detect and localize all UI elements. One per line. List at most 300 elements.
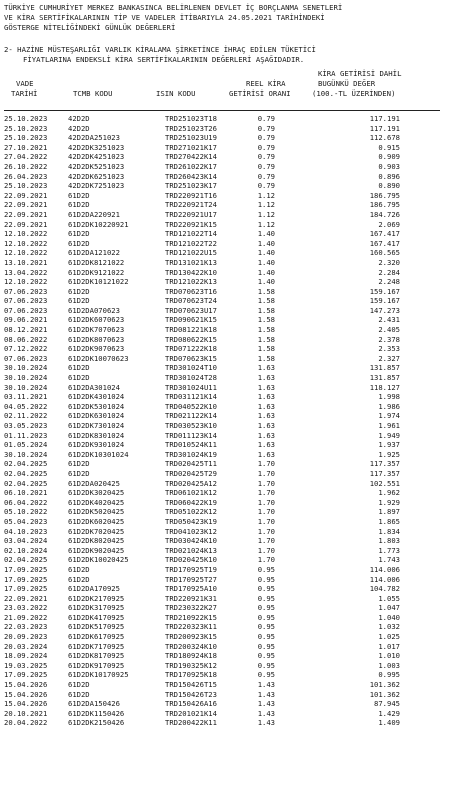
isin-code-cell: TRD301024T10 [165,363,217,373]
present-value-cell: 118.127 [369,382,400,392]
present-value-cell: 1.010 [378,651,400,661]
isin-code-cell: TRD220921K15 [165,219,217,229]
column-header-vade: VADE [16,79,34,88]
maturity-date-cell: 03.04.2024 [4,536,48,546]
tcmb-code-cell: 61D2DK4301024 [68,392,125,402]
maturity-date-cell: 03.11.2021 [4,392,48,402]
maturity-date-cell: 02.04.2025 [4,555,48,565]
tcmb-code-cell: 61D2D [68,296,90,306]
isin-code-cell: TRD180924K18 [165,651,217,661]
tcmb-code-cell: 61D2DA020425 [68,478,120,488]
maturity-date-cell: 01.11.2023 [4,430,48,440]
present-value-cell: 1.803 [378,536,400,546]
real-rent-rate-cell: 1.12 [257,209,275,219]
tcmb-code-cell: 61D2DK10020425 [68,555,129,565]
tcmb-code-cell: 61D2DK7070623 [68,325,125,335]
maturity-date-cell: 23.03.2022 [4,603,48,613]
maturity-date-cell: 20.10.2021 [4,708,48,718]
real-rent-rate-cell: 1.43 [257,708,275,718]
isin-code-cell: TRD040522K10 [165,401,217,411]
present-value-cell: 0.903 [378,161,400,171]
real-rent-rate-cell: 1.70 [257,526,275,536]
tcmb-code-cell: 61D2DK6070623 [68,315,125,325]
tcmb-code-cell: 61D2DK8070623 [68,334,125,344]
isin-code-cell: TRD301024K19 [165,449,217,459]
real-rent-rate-cell: 1.40 [257,229,275,239]
table-row [0,555,449,565]
real-rent-rate-cell: 0.95 [257,593,275,603]
isin-code-cell: TRD170925T27 [165,574,217,584]
real-rent-rate-cell: 0.95 [257,641,275,651]
table-row [0,335,449,345]
maturity-date-cell: 25.10.2023 [4,181,48,191]
tcmb-code-cell: 61D2DK9301024 [68,440,125,450]
real-rent-rate-cell: 1.63 [257,382,275,392]
tcmb-code-cell: 61D2DK9020425 [68,545,125,555]
tcmb-code-cell: 61D2DA170925 [68,584,120,594]
isin-code-cell: TRD251023T26 [165,123,217,133]
maturity-date-cell: 27.04.2022 [4,152,48,162]
real-rent-rate-cell: 0.95 [257,603,275,613]
present-value-cell: 186.795 [369,200,400,210]
column-header-bugunku-deger: BUGÜNKÜ DEĞER [318,79,376,88]
isin-code-cell: TRD251023T18 [165,114,217,123]
present-value-cell: 1.429 [378,708,400,718]
present-value-cell: 2.405 [378,325,400,335]
table-row [0,661,449,671]
maturity-date-cell: 30.10.2024 [4,449,48,459]
tcmb-code-cell: 42D2DK7251023 [68,181,125,191]
tcmb-code-cell: 61D2D [68,190,90,200]
table-row [0,383,449,393]
real-rent-rate-cell: 1.43 [257,699,275,709]
real-rent-rate-cell: 1.70 [257,488,275,498]
real-rent-rate-cell: 1.70 [257,468,275,478]
present-value-cell: 1.017 [378,641,400,651]
real-rent-rate-cell: 1.63 [257,449,275,459]
maturity-date-cell: 20.04.2022 [4,718,48,728]
isin-code-cell: TRD021024K13 [165,545,217,555]
table-row [0,124,449,134]
table-row [0,114,449,124]
present-value-cell: 1.897 [378,507,400,517]
present-value-cell: 1.409 [378,718,400,728]
isin-code-cell: TRD080622K15 [165,334,217,344]
tcmb-code-cell: 61D2DK7170925 [68,641,125,651]
tcmb-code-cell: 42D2DK4251023 [68,152,125,162]
real-rent-rate-cell: 0.95 [257,622,275,632]
table-row [0,690,449,700]
table-row [0,239,449,249]
tcmb-code-cell: 61D2DK9070623 [68,344,125,354]
tcmb-code-cell: 61D2D [68,468,90,478]
isin-code-cell: TRD200324K10 [165,641,217,651]
table-row [0,306,449,316]
real-rent-rate-cell: 1.70 [257,555,275,565]
isin-code-cell: TRD301024U11 [165,382,217,392]
table-row [0,162,449,172]
table-row [0,613,449,623]
isin-code-cell: TRD260423K14 [165,171,217,181]
tcmb-code-cell: 61D2DK8301024 [68,430,125,440]
real-rent-rate-cell: 0.79 [257,133,275,143]
present-value-cell: 117.191 [369,123,400,133]
tcmb-code-cell: 61D2D [68,680,90,690]
table-row [0,143,449,153]
maturity-date-cell: 04.10.2023 [4,526,48,536]
table-row [0,152,449,162]
present-value-cell: 0.995 [378,670,400,680]
isin-code-cell: TRD210922K15 [165,612,217,622]
real-rent-rate-cell: 1.70 [257,516,275,526]
tcmb-code-cell: 61D2D [68,238,90,248]
maturity-date-cell: 25.10.2023 [4,133,48,143]
table-row [0,440,449,450]
table-row [0,268,449,278]
maturity-date-cell: 25.10.2023 [4,123,48,133]
tcmb-code-cell: 42D2DA251023 [68,133,120,143]
isin-code-cell: TRD121022T22 [165,238,217,248]
present-value-cell: 1.865 [378,516,400,526]
isin-code-cell: TRD220921T24 [165,200,217,210]
real-rent-rate-cell: 1.12 [257,190,275,200]
section-title-line-2: FİYATLARINA ENDEKSLİ KİRA SERTİFİKALARININ DEĞERLERİ AŞAĞIDADIR. [23,55,305,64]
isin-code-cell: TRD251023K17 [165,181,217,191]
table-row [0,594,449,604]
table-row [0,546,449,556]
table-row [0,392,449,402]
present-value-cell: 1.961 [378,421,400,430]
real-rent-rate-cell: 1.63 [257,363,275,373]
report-title-line-1: TÜRKİYE CUMHURİYET MERKEZ BANKASINCA BELİRLENEN DEVLET İÇ BORÇLANMA SENETLERİ [4,3,343,12]
present-value-cell: 1.937 [378,440,400,450]
table-row [0,200,449,210]
isin-code-cell: TRD030523K10 [165,421,217,430]
isin-code-cell: TRD170925T19 [165,564,217,574]
maturity-date-cell: 26.10.2022 [4,161,48,171]
present-value-cell: 160.565 [369,248,400,258]
isin-code-cell: TRD020425T29 [165,468,217,478]
present-value-cell: 1.949 [378,430,400,440]
tcmb-code-cell: 61D2DA070623 [68,305,120,315]
present-value-cell: 131.857 [369,363,400,373]
maturity-date-cell: 02.04.2025 [4,459,48,469]
present-value-cell: 0.909 [378,152,400,162]
maturity-date-cell: 17.09.2025 [4,564,48,574]
isin-code-cell: TRD150426T23 [165,689,217,699]
tcmb-code-cell: 61D2DA150426 [68,699,120,709]
table-row [0,172,449,182]
tcmb-code-cell: 61D2D [68,363,90,373]
maturity-date-cell: 13.10.2021 [4,257,48,267]
maturity-date-cell: 15.04.2026 [4,689,48,699]
real-rent-rate-cell: 1.58 [257,286,275,296]
tcmb-code-cell: 61D2DK3020425 [68,488,125,498]
present-value-cell: 1.047 [378,603,400,613]
maturity-date-cell: 07.06.2023 [4,296,48,306]
real-rent-rate-cell: 1.58 [257,334,275,344]
maturity-date-cell: 22.09.2021 [4,593,48,603]
column-header-tcmb-kodu: TCMB KODU [73,89,113,98]
tcmb-code-cell: 42D2D [68,123,90,133]
maturity-date-cell: 17.09.2025 [4,584,48,594]
tcmb-code-cell: 61D2DK8121022 [68,257,125,267]
tcmb-code-cell: 61D2DK2170925 [68,593,125,603]
tcmb-code-cell: 61D2DK10220921 [68,219,129,229]
table-row [0,603,449,613]
present-value-cell: 2.069 [378,219,400,229]
table-row [0,296,449,306]
real-rent-rate-cell: 1.12 [257,200,275,210]
table-row [0,699,449,709]
real-rent-rate-cell: 0.79 [257,161,275,171]
table-row [0,229,449,239]
table-row [0,325,449,335]
present-value-cell: 1.003 [378,660,400,670]
real-rent-rate-cell: 1.70 [257,545,275,555]
real-rent-rate-cell: 1.70 [257,459,275,469]
isin-code-cell: TRD070623K15 [165,353,217,363]
present-value-cell: 2.353 [378,344,400,354]
tcmb-code-cell: 61D2DK7020425 [68,526,125,536]
isin-code-cell: TRD020425K10 [165,555,217,565]
table-row [0,517,449,527]
isin-code-cell: TRD051022K12 [165,507,217,517]
tcmb-code-cell: 61D2DK6170925 [68,632,125,642]
present-value-cell: 2.284 [378,267,400,277]
real-rent-rate-cell: 1.70 [257,497,275,507]
tcmb-code-cell: 61D2DK5020425 [68,507,125,517]
isin-code-cell: TRD220323K11 [165,622,217,632]
present-value-cell: 167.417 [369,229,400,239]
maturity-date-cell: 08.12.2021 [4,325,48,335]
isin-code-cell: TRD150426A16 [165,699,217,709]
maturity-date-cell: 12.10.2022 [4,277,48,287]
column-header-reel-kira: REEL KİRA [246,79,286,88]
isin-code-cell: TRD190325K12 [165,660,217,670]
tcmb-code-cell: 61D2DK5170925 [68,622,125,632]
tcmb-code-cell: 61D2DK10070623 [68,353,129,363]
maturity-date-cell: 06.10.2021 [4,488,48,498]
isin-code-cell: TRD041023K12 [165,526,217,536]
tcmb-code-cell: 61D2DK5301024 [68,401,125,411]
real-rent-rate-cell: 1.58 [257,344,275,354]
present-value-cell: 117.191 [369,114,400,123]
real-rent-rate-cell: 1.58 [257,305,275,315]
real-rent-rate-cell: 1.12 [257,219,275,229]
maturity-date-cell: 04.05.2022 [4,401,48,411]
table-row [0,469,449,479]
table-row [0,210,449,220]
present-value-cell: 1.773 [378,545,400,555]
isin-code-cell: TRD121022T14 [165,229,217,239]
tcmb-code-cell: 61D2DK10301024 [68,449,129,459]
tcmb-code-cell: 61D2DK6301024 [68,411,125,421]
real-rent-rate-cell: 1.40 [257,277,275,287]
report-title-line-3: GÖSTERGE NİTELİĞİNDEKİ GÜNLÜK DEĞERLERİ [4,23,176,32]
maturity-date-cell: 22.03.2023 [4,622,48,632]
tcmb-code-cell: 61D2DK4020425 [68,497,125,507]
isin-code-cell: TRD220921K31 [165,593,217,603]
maturity-date-cell: 20.03.2024 [4,641,48,651]
real-rent-rate-cell: 0.95 [257,651,275,661]
tcmb-code-cell: 61D2DK8170925 [68,651,125,661]
present-value-cell: 1.055 [378,593,400,603]
tcmb-code-cell: 61D2D [68,229,90,239]
present-value-cell: 104.782 [369,584,400,594]
table-row [0,431,449,441]
maturity-date-cell: 17.09.2025 [4,670,48,680]
tcmb-code-cell: 61D2DK4170925 [68,612,125,622]
tcmb-code-cell: 61D2D [68,286,90,296]
present-value-cell: 101.362 [369,689,400,699]
present-value-cell: 2.378 [378,334,400,344]
real-rent-rate-cell: 0.95 [257,564,275,574]
isin-code-cell: TRD021122K14 [165,411,217,421]
table-row [0,354,449,364]
maturity-date-cell: 05.10.2022 [4,507,48,517]
real-rent-rate-cell: 1.70 [257,536,275,546]
real-rent-rate-cell: 1.63 [257,401,275,411]
table-row [0,181,449,191]
present-value-cell: 117.357 [369,468,400,478]
real-rent-rate-cell: 0.79 [257,171,275,181]
isin-code-cell: TRD301024T28 [165,373,217,383]
present-value-cell: 1.834 [378,526,400,536]
real-rent-rate-cell: 0.79 [257,181,275,191]
maturity-date-cell: 13.04.2022 [4,267,48,277]
real-rent-rate-cell: 1.63 [257,421,275,430]
tcmb-code-cell: 61D2D [68,373,90,383]
tcmb-code-cell: 42D2DK3251023 [68,142,125,152]
tcmb-code-cell: 61D2DA220921 [68,209,120,219]
table-row [0,479,449,489]
isin-code-cell: TRD061021K12 [165,488,217,498]
table-row [0,363,449,373]
present-value-cell: 1.743 [378,555,400,565]
real-rent-rate-cell: 1.40 [257,267,275,277]
tcmb-code-cell: 61D2DA301024 [68,382,120,392]
maturity-date-cell: 01.05.2024 [4,440,48,450]
tcmb-code-cell: 42D2DK6251023 [68,171,125,181]
table-row [0,411,449,421]
tcmb-code-cell: 61D2DK3170925 [68,603,125,613]
real-rent-rate-cell: 0.79 [257,123,275,133]
isin-code-cell: TRD170925A10 [165,584,217,594]
table-row [0,191,449,201]
tcmb-code-cell: 61D2DK8020425 [68,536,125,546]
table-row [0,632,449,642]
real-rent-rate-cell: 1.63 [257,411,275,421]
tcmb-code-cell: 61D2DK10170925 [68,670,129,680]
maturity-date-cell: 30.10.2024 [4,363,48,373]
present-value-cell: 101.362 [369,680,400,690]
isin-code-cell: TRD121022K13 [165,277,217,287]
isin-code-cell: TRD220921T16 [165,190,217,200]
isin-code-cell: TRD070623T16 [165,286,217,296]
maturity-date-cell: 06.04.2022 [4,497,48,507]
isin-code-cell: TRD261022K17 [165,161,217,171]
tcmb-code-cell: 61D2DK7301024 [68,421,125,430]
maturity-date-cell: 07.06.2023 [4,286,48,296]
present-value-cell: 159.167 [369,286,400,296]
table-row [0,507,449,517]
real-rent-rate-cell: 0.95 [257,584,275,594]
isin-code-cell: TRD090621K15 [165,315,217,325]
real-rent-rate-cell: 1.43 [257,689,275,699]
isin-code-cell: TRD121022U15 [165,248,217,258]
table-row [0,344,449,354]
real-rent-rate-cell: 0.79 [257,114,275,123]
table-row [0,258,449,268]
isin-code-cell: TRD081221K18 [165,325,217,335]
real-rent-rate-cell: 1.70 [257,507,275,517]
maturity-date-cell: 22.09.2021 [4,190,48,200]
maturity-date-cell: 09.06.2021 [4,315,48,325]
present-value-cell: 2.327 [378,353,400,363]
maturity-date-cell: 17.09.2025 [4,574,48,584]
present-value-cell: 114.006 [369,574,400,584]
maturity-date-cell: 25.10.2023 [4,114,48,123]
present-value-cell: 0.890 [378,181,400,191]
isin-code-cell: TRD150426T15 [165,680,217,690]
column-header-tarihi: TARİHİ [11,89,38,98]
isin-code-cell: TRD020425A12 [165,478,217,488]
table-row [0,680,449,690]
present-value-cell: 1.962 [378,488,400,498]
table-row [0,527,449,537]
isin-code-cell: TRD230322K27 [165,603,217,613]
isin-code-cell: TRD271021K17 [165,142,217,152]
isin-code-cell: TRD270422K14 [165,152,217,162]
real-rent-rate-cell: 1.63 [257,430,275,440]
maturity-date-cell: 22.09.2021 [4,209,48,219]
real-rent-rate-cell: 1.40 [257,257,275,267]
table-row [0,498,449,508]
maturity-date-cell: 12.10.2022 [4,248,48,258]
maturity-date-cell: 02.11.2022 [4,411,48,421]
table-row [0,565,449,575]
isin-code-cell: TRD070623T24 [165,296,217,306]
maturity-date-cell: 18.09.2024 [4,651,48,661]
isin-code-cell: TRD070623U17 [165,305,217,315]
isin-code-cell: TRD201021K14 [165,708,217,718]
tcmb-code-cell: 61D2DK9170925 [68,660,125,670]
table-row [0,575,449,585]
present-value-cell: 167.417 [369,238,400,248]
real-rent-rate-cell: 1.63 [257,440,275,450]
real-rent-rate-cell: 0.95 [257,574,275,584]
maturity-date-cell: 20.09.2023 [4,632,48,642]
present-value-cell: 2.248 [378,277,400,287]
values-table [0,114,449,728]
maturity-date-cell: 05.04.2023 [4,516,48,526]
maturity-date-cell: 26.04.2023 [4,171,48,181]
present-value-cell: 114.006 [369,564,400,574]
column-header-kira-getirisi-dahil: KİRA GETİRİSİ DAHİL [318,69,402,78]
isin-code-cell: TRD031121K14 [165,392,217,402]
table-row [0,670,449,680]
table-row [0,450,449,460]
column-header-100-tl: (100.-TL ÜZERİNDEN) [312,89,396,98]
table-row [0,402,449,412]
maturity-date-cell: 02.04.2025 [4,468,48,478]
table-row [0,459,449,469]
table-row [0,133,449,143]
maturity-date-cell: 07.06.2023 [4,305,48,315]
table-row [0,718,449,728]
present-value-cell: 1.998 [378,392,400,402]
